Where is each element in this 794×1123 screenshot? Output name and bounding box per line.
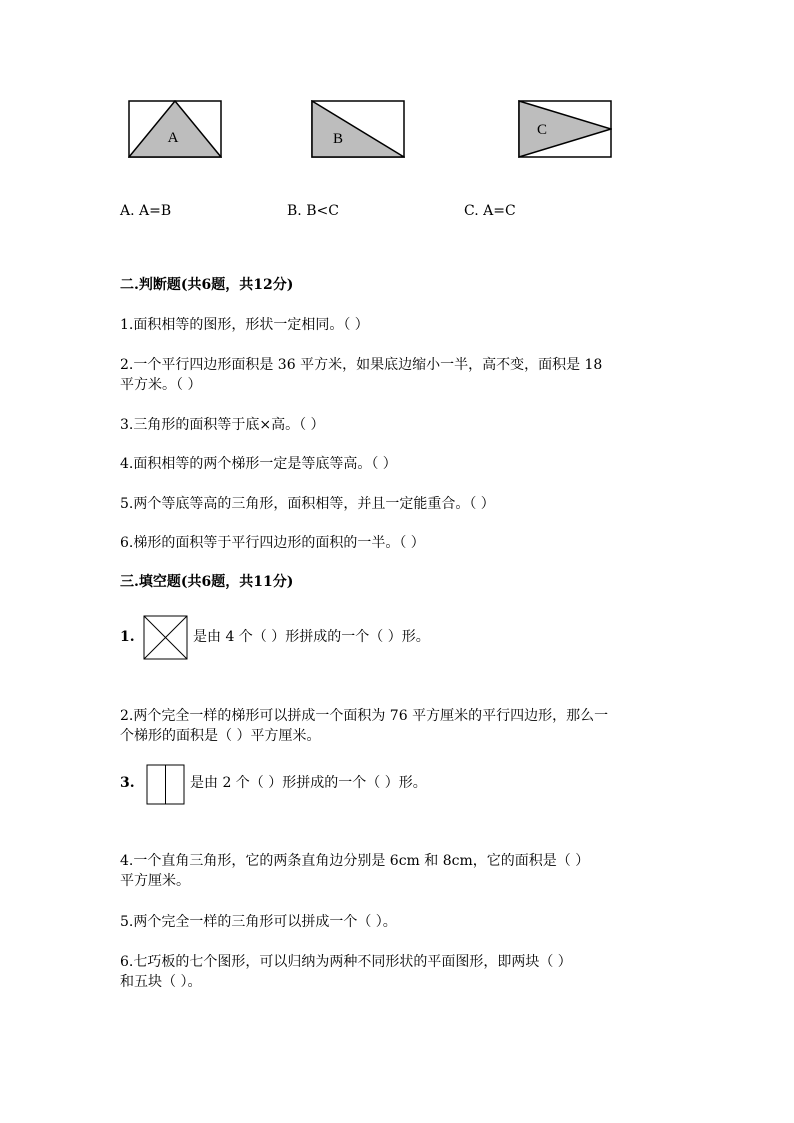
option-a[interactable]: A. A=B <box>120 203 172 219</box>
figure-b-label: B <box>332 131 344 147</box>
figure-a-label: A <box>167 130 179 146</box>
fill-q3-number: 3. <box>120 775 135 791</box>
figure-c <box>518 100 612 158</box>
judge-q2-line2: 平方米。（ ） <box>120 377 202 393</box>
figure-c-label: C <box>536 122 548 138</box>
fill-q4-line2: 平方厘米。 <box>120 873 190 889</box>
figure-b <box>311 100 405 158</box>
fill-q2-line1: 2.两个完全一样的梯形可以拼成一个面积为 76 平方厘米的平行四边形，那么一 <box>120 708 609 724</box>
fill-q5: 5.两个完全一样的三角形可以拼成一个（ ）。 <box>120 914 397 930</box>
fill-q6-line1: 6.七巧板的七个图形，可以归纳为两种不同形状的平面图形，即两块（ ） <box>120 954 572 970</box>
judge-q5: 5.两个等底等高的三角形，面积相等，并且一定能重合。（ ） <box>120 496 495 512</box>
judge-q6: 6.梯形的面积等于平行四边形的面积的一半。（ ） <box>120 535 425 551</box>
judge-q1: 1.面积相等的图形，形状一定相同。（ ） <box>120 317 369 333</box>
judge-q2-line1: 2.一个平行四边形面积是 36 平方米，如果底边缩小一半，高不变，面积是 18 <box>120 357 603 373</box>
fill-q1-text: 是由 4 个（ ）形拼成的一个（ ）形。 <box>193 629 430 645</box>
judge-q3: 3.三角形的面积等于底×高。（ ） <box>120 417 325 433</box>
fill-q6-line2: 和五块（ ）。 <box>120 974 202 990</box>
fill-q1-number: 1. <box>120 629 135 645</box>
fill-q4-line1: 4.一个直角三角形，它的两条直角边分别是 6cm 和 8cm，它的面积是（ ） <box>120 853 590 869</box>
option-c[interactable]: C. A=C <box>464 203 516 219</box>
fill-q2-line2: 个梯形的面积是（ ）平方厘米。 <box>120 728 321 744</box>
fill-q3-text: 是由 2 个（ ）形拼成的一个（ ）形。 <box>190 775 427 791</box>
judge-q4: 4.面积相等的两个梯形一定是等底等高。（ ） <box>120 456 397 472</box>
split-rectangle-figure <box>146 764 185 805</box>
figure-a <box>128 100 222 158</box>
section-2-title: 二.判断题(共6题，共12分) <box>120 277 294 293</box>
option-b[interactable]: B. B<C <box>287 203 339 219</box>
section-3-title: 三.填空题(共6题，共11分) <box>120 574 294 590</box>
square-diagonals-figure <box>143 615 188 660</box>
